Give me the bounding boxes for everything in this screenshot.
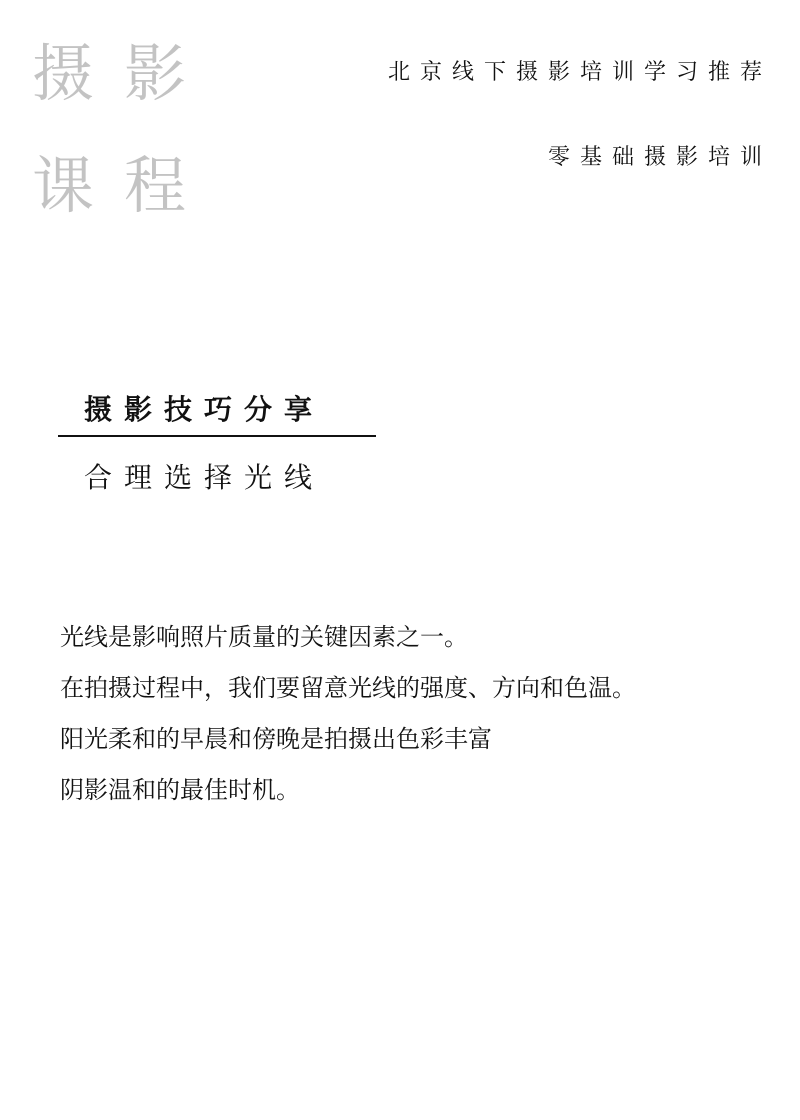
body-text — [60, 612, 790, 816]
body-line-2: 在拍摄过程中，我们要留意光线的强度、方向和色温。 — [60, 674, 636, 702]
hero-title — [32, 18, 222, 242]
hero-title-line-2: 课程 — [32, 149, 217, 222]
header-subtitle-2: 零基础摄影培训 — [547, 145, 772, 170]
body-line-4: 阴影温和的最佳时机。 — [60, 776, 300, 804]
body-line-1: 光线是影响照片质量的关键因素之一。 — [60, 623, 468, 651]
section-divider — [58, 435, 376, 437]
body-line-3: 阳光柔和的早晨和傍晚是拍摄出色彩丰富 — [60, 725, 492, 753]
section-subtitle: 合理选择光线 — [84, 461, 325, 494]
section-title: 摄影技巧分享 — [84, 393, 325, 426]
header-subtitle-1: 北京线下摄影培训学习推荐 — [387, 60, 772, 85]
hero-title-line-1: 摄影 — [32, 37, 217, 110]
